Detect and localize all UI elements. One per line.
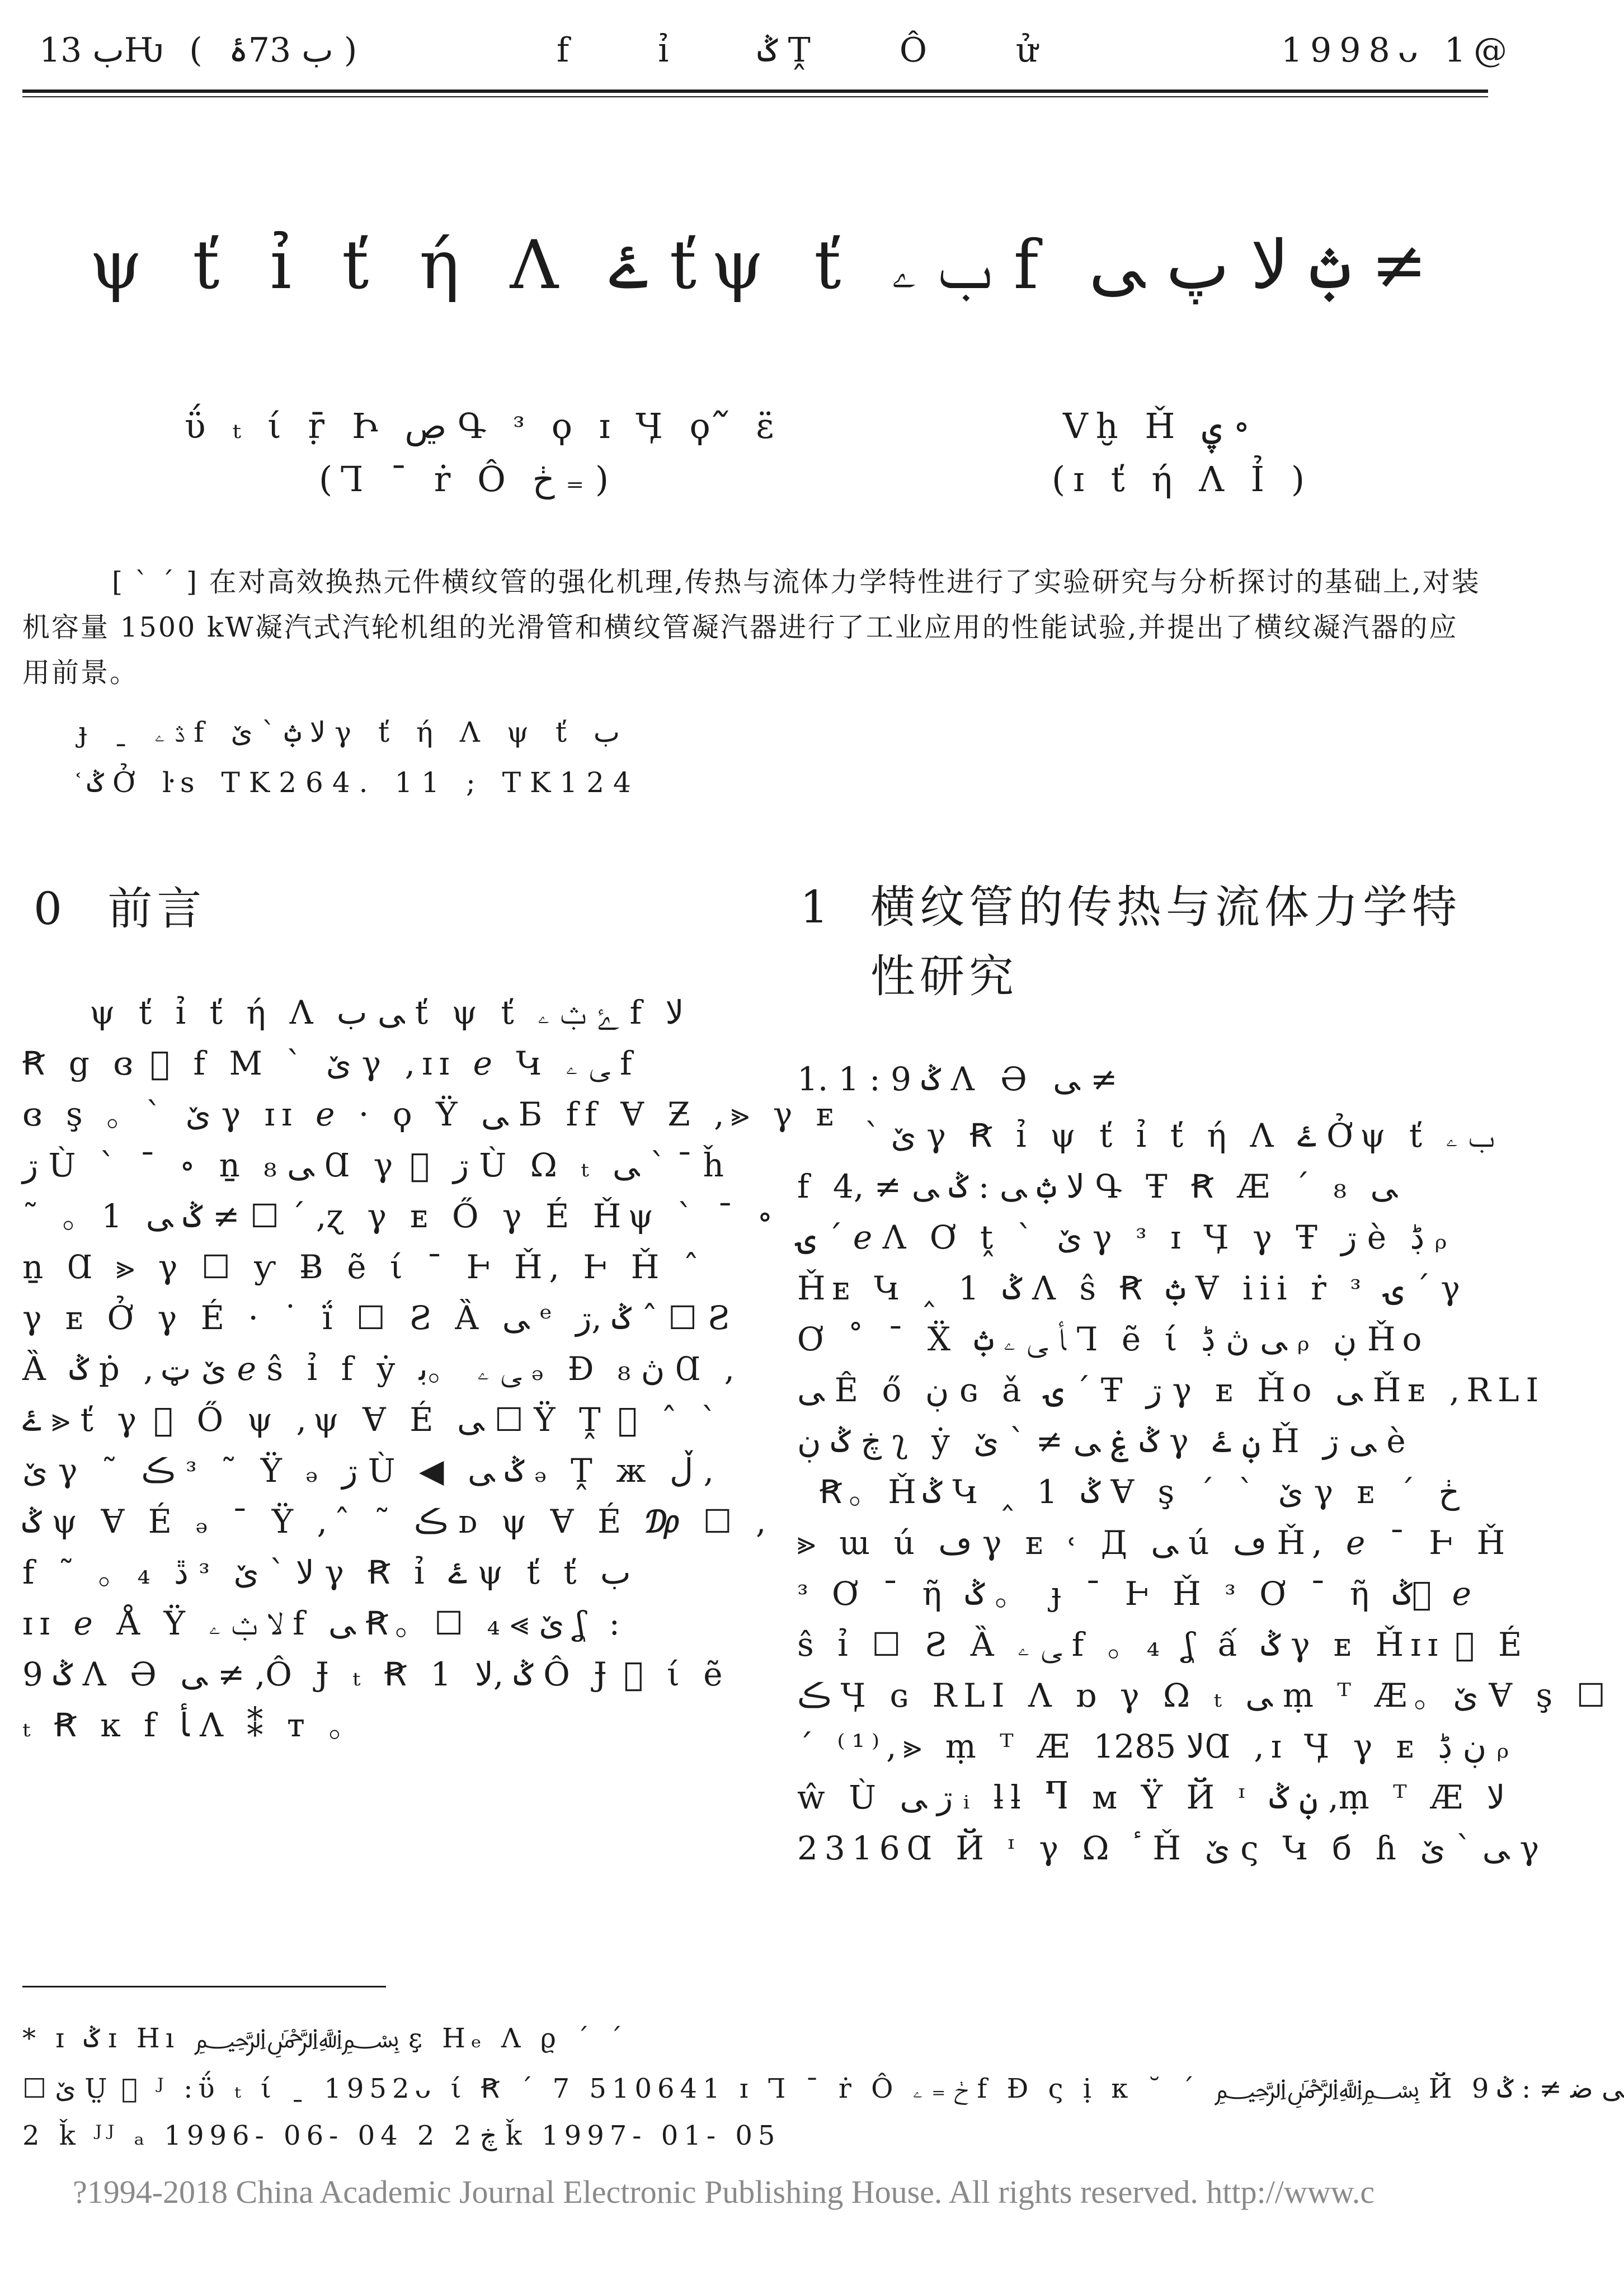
classification-code: ᷾ ݣ Ở ŀs TK264. 11 ; TK124: [78, 766, 640, 799]
section-1-number: 1: [800, 881, 833, 933]
keywords: ɟ ˍ ڎ ۦ f ﻻ ݑ ˋ ێ γ ť ή Λ ψ ť ب: [78, 716, 620, 748]
right-paragraph-line: Ȟᴇ Կ ‸ 1 ݣ Ʌ ŝ Ꞧ ݑ Ɐ iii ṙ ᵌ ۍ ˊ γ: [797, 1269, 1467, 1307]
footnote-author-bio: ☐ ێ Ṳ ᷍ ᴶ :ΰ ₜ ί ˍ 1952ᴗ ί Ꞧ ˊ 7 510641 ɪ Ꞁ ¯ ṙ Ô ڂ ₌ ۦ f Ɖ ς ị ᴋ ˘ ˊ ﷽ Й ﯽ ﺿ ≠ : ݣ 9: [22, 2073, 1624, 2104]
author-affiliation-left: (Ꞁ ¯ ṙ Ô ڂ ₌ ): [319, 459, 617, 500]
left-paragraph-line: ψ ť ỉ ť ή Λ ﯽ ب ť ψ ť ۓ ݑ ۦ f ﻻ: [90, 993, 684, 1031]
abstract-text: 在对高效换热元件横纹管的强化机理,传热与流体力学特性进行了实验研究与分析探讨的基础上,对装机容量 1500 kW凝汽式汽轮机组的光滑管和横纹管凝汽器进行了工业应用的性能试验,并提出了横纹凝汽器的应用前景。: [22, 566, 1481, 689]
author-names-left: ΰ ₜ ί ṝ Ի ڝ Գ ᵌ ϙ ɪ Ӌ ϙ ᷉ ε̈: [185, 406, 782, 446]
right-paragraph-line: ŵ Ù ڗ ﯽ ᵢ ƚƚ Ⴄ ᴍ Ÿ Й ᶦ ڹ ݣ ,ṃ ᵀ Æ ﻻ: [797, 1778, 1505, 1816]
right-paragraph-line: Ꞧ。Ȟݣ Կ ‸ 1 ݣ Ɐ ş ˊ ˋ ێ γ ᴇ ˊ ڂ: [820, 1473, 1460, 1511]
right-paragraph-line: ۍ ˊ ℯ Ʌ Ơ ṱ ˋ ێ γ ᵌ ɪ Ӌ γ Ŧ ڗ è ڋ ᵨ: [797, 1218, 1454, 1256]
right-paragraph-line: ᵌ Ơ ¯ ῆ ݣ 。 ɟ ¯ Ⱶ Ȟ ᵌ Ơ ¯ ῆ ݣ ᷧ ℯ: [797, 1575, 1471, 1613]
right-paragraph-line: 2316Ɑ Й ᶦ γ Ω ٴ Ȟ ێ ς Կ б ɦ ﯽ ˋ ێ γ: [797, 1829, 1546, 1867]
footnote-funding: * ɪ ݣ ɪ Hı ﷽ ε̧ Hₑ Ʌ ϱ ˊ ˊ: [22, 2023, 628, 2054]
right-paragraph-line: ﯽ Ê ő ڹ ɢ ǎ ۍ ˊ Ŧ ڗ γ ᴇ Ȟo ﯽ Ȟᴇ ,RLI: [797, 1371, 1546, 1409]
left-column-body: [22, 987, 841, 1751]
left-paragraph-line: ɪɪ ℯ Å Ÿ ﻻ ݑ ۦ f ﯽ Ꞧ。☐ ێ ⪢ ₄ ʆ :: [22, 1604, 627, 1642]
left-paragraph-line: ṉ Ɑ ⪢ γ ☐ ƴ Ƀ ẽ ί ¯ Ⱶ Ȟ, Ⱶ Ȟ ˆ: [22, 1248, 706, 1286]
right-paragraph-line: ˊ ⁽¹⁾,⪢ ṃ ᵀ Æ ﻻ 1285Ɑ ,ɪ Ӌ γ ᴇ ڹ ڋ ᵨ: [797, 1727, 1516, 1765]
left-paragraph-line: ₜ Ꞧ ĸ f ﺄ Ʌ ⁑ ᴛ 。: [22, 1706, 368, 1744]
paper-title: ψ ť ỉ ť ή Λ ۓ ťψ ť ب ۦ f ݑ ﻻ ﭖ ﯽ ≠: [90, 227, 1428, 304]
right-paragraph-line: ڿ ݣ ڹ ʅ ẏ ݣ ۼ ﯽ ≠ ˋ ێ γ ڹ ۓ Ȟ ﯽ ڗ è: [797, 1422, 1413, 1460]
journal-name: f ỉ ݣ Ṱ Ô ử: [557, 31, 1077, 70]
left-paragraph-line: ˜ 。1 ݣ ﯽ ≠ ☐ ˊ ,ɀ γ ᴇ Ő γ É Ȟψ ˋ ¯ ∘: [22, 1197, 780, 1235]
section-0-heading: [34, 873, 206, 937]
left-paragraph-line: ɞ ş 。ˋ ێ γ ɪɪ ℯ · ϙ Ÿ ﯽ Б ff Ɐ Ƶ ,⪢ γ ᴇ: [22, 1095, 841, 1133]
left-paragraph-line: ݣ 9 Ʌ Ə ﯽ ≠ ,Ô Ɉ ₜ Ꞧ 1 ݣ ,ﻻ Ô Ɉ ᷧ ί ẽ: [22, 1655, 729, 1693]
right-paragraph-line: ⪢ ɯ ú ڡ γ ᴇ ˓ Д ﯽ ú ڡ Ȟ, ℯ ¯ Ⱶ Ȟ: [797, 1524, 1512, 1562]
right-paragraph-line: ڪ Ӌ ɢ RLI Ʌ ɒ γ Ω ₜ ﯽ ṃ ᵀ Æ。ێ Ɐ ş ☐: [797, 1676, 1612, 1715]
left-paragraph-line: ڗ Ù ˋ ¯ ∘ ṉ ﯽ ₈ Ɑ γ ᷧ ڗ Ù Ω ₜ ﯽ ˋ ¯ ȟ: [22, 1146, 731, 1184]
section-1-title: 横纹管的传热与流体力学特性研究: [870, 881, 1461, 1002]
author-names-right: Vḫ Ȟ ۑ ∘: [1063, 406, 1250, 446]
journal-volume-info: ب 13Ƕ ( ب 73ۀ ): [39, 31, 365, 70]
right-paragraph-line: ˋ ێ γ Ꞧ ỉ ψ ť ỉ ť ή Λ ۓ Ởψ ť ب ۦ: [864, 1117, 1495, 1155]
abstract-label: [ ˋ ˊ ]: [112, 566, 199, 598]
left-paragraph-line: ۓ ⪢ ť γ ᷧ Ő ψ ,ψ Ɐ É ﯽ ☐ Ÿ Ṱ ᷧ ˆ ˋ: [22, 1401, 724, 1439]
right-column-body: [797, 1110, 1612, 1874]
subsection-1-1-heading: 1. 1 : ݣ 9 Ʌ Ə ﯽ ≠: [797, 1060, 1118, 1098]
header-rule-thin: [22, 96, 1488, 97]
copyright-notice: ?1994-2018 China Academic Journal Electronic Publishing House. All rights reserved. http://www.c: [73, 2174, 1375, 2210]
author-affiliation-right: (ɪ ť ή Λ Ỉ ): [1052, 459, 1313, 500]
footnote-rule: [22, 1986, 386, 1987]
abstract: [22, 559, 1482, 695]
section-0-number: 0: [34, 883, 67, 935]
section-1-heading: [800, 873, 1488, 1011]
left-paragraph-line: f ˜ 。₄ ڐ ᵌ ﻻ ˋ ێ γ Ꞧ ỉ ۓ ψ ť ť ب: [22, 1553, 631, 1591]
right-paragraph-line: f ﻻ ݑ ﯽ : ݣ ﯽ ≠ ,4 Գ Ŧ Ꞧ Æ ˊ ₈ ﯽ: [797, 1167, 1397, 1205]
issue-date: 1998ᴗ 1@: [1281, 31, 1515, 70]
right-paragraph-line: Ơ ˚ ¯ Ẍ ﺄ ﯽ ۦ ݑ Ꞁ ẽ ί ﯽ ڽ ڋ ᵨ ڹ Ȟo: [797, 1320, 1429, 1358]
left-paragraph-line: Ꞧ g ɞ ᷧ f M ˋ ێ γ ,ɪɪ ℯ Կ ﯽ ۦ f: [22, 1044, 639, 1082]
left-paragraph-line: γ ᴇ Ở γ É · ˙ ḯ ☐ Ƨ Ȁ ﯽ ᵉ ݣ ,ڗ ˆ ☐ Ƨ: [22, 1299, 737, 1337]
left-paragraph-line: Ȁ ݣ ṗ ,ێ ټ ℯ ŝ ỉ f ẏ ﯽ ۦ 。ﺑ ₔ Ɖ ڽ ₈ Ɑ ,: [22, 1350, 742, 1388]
footnote-dates: 2 ǩ ᴶᴶ ₐ 1996- 06- 04 2 ڿ 2 ǩ 1997- 01- 05: [22, 2120, 781, 2151]
right-paragraph-line: ŝ ỉ ☐ Ƨ Ȁ ﯽ ۦ f 。₄ ʆ ấ ݣ γ ᴇ Ȟɪɪ ᷧ É: [797, 1626, 1529, 1664]
left-paragraph-line: ێ γ ˜ ڪ ᵌ ˜ Ÿ ₔ ڗ Ù ◀ ݣ ﯽ ₔ Ṱ ж ڵ ,: [22, 1452, 714, 1490]
left-paragraph-line: ݣ ψ Ɐ É ₔ ¯ Ÿ ,ˆ ˜ ڪ ᴅ ψ Ɐ É ₯ ☐ ,: [22, 1502, 773, 1541]
section-0-title: 前言: [107, 883, 206, 935]
header-rule: [22, 90, 1488, 93]
